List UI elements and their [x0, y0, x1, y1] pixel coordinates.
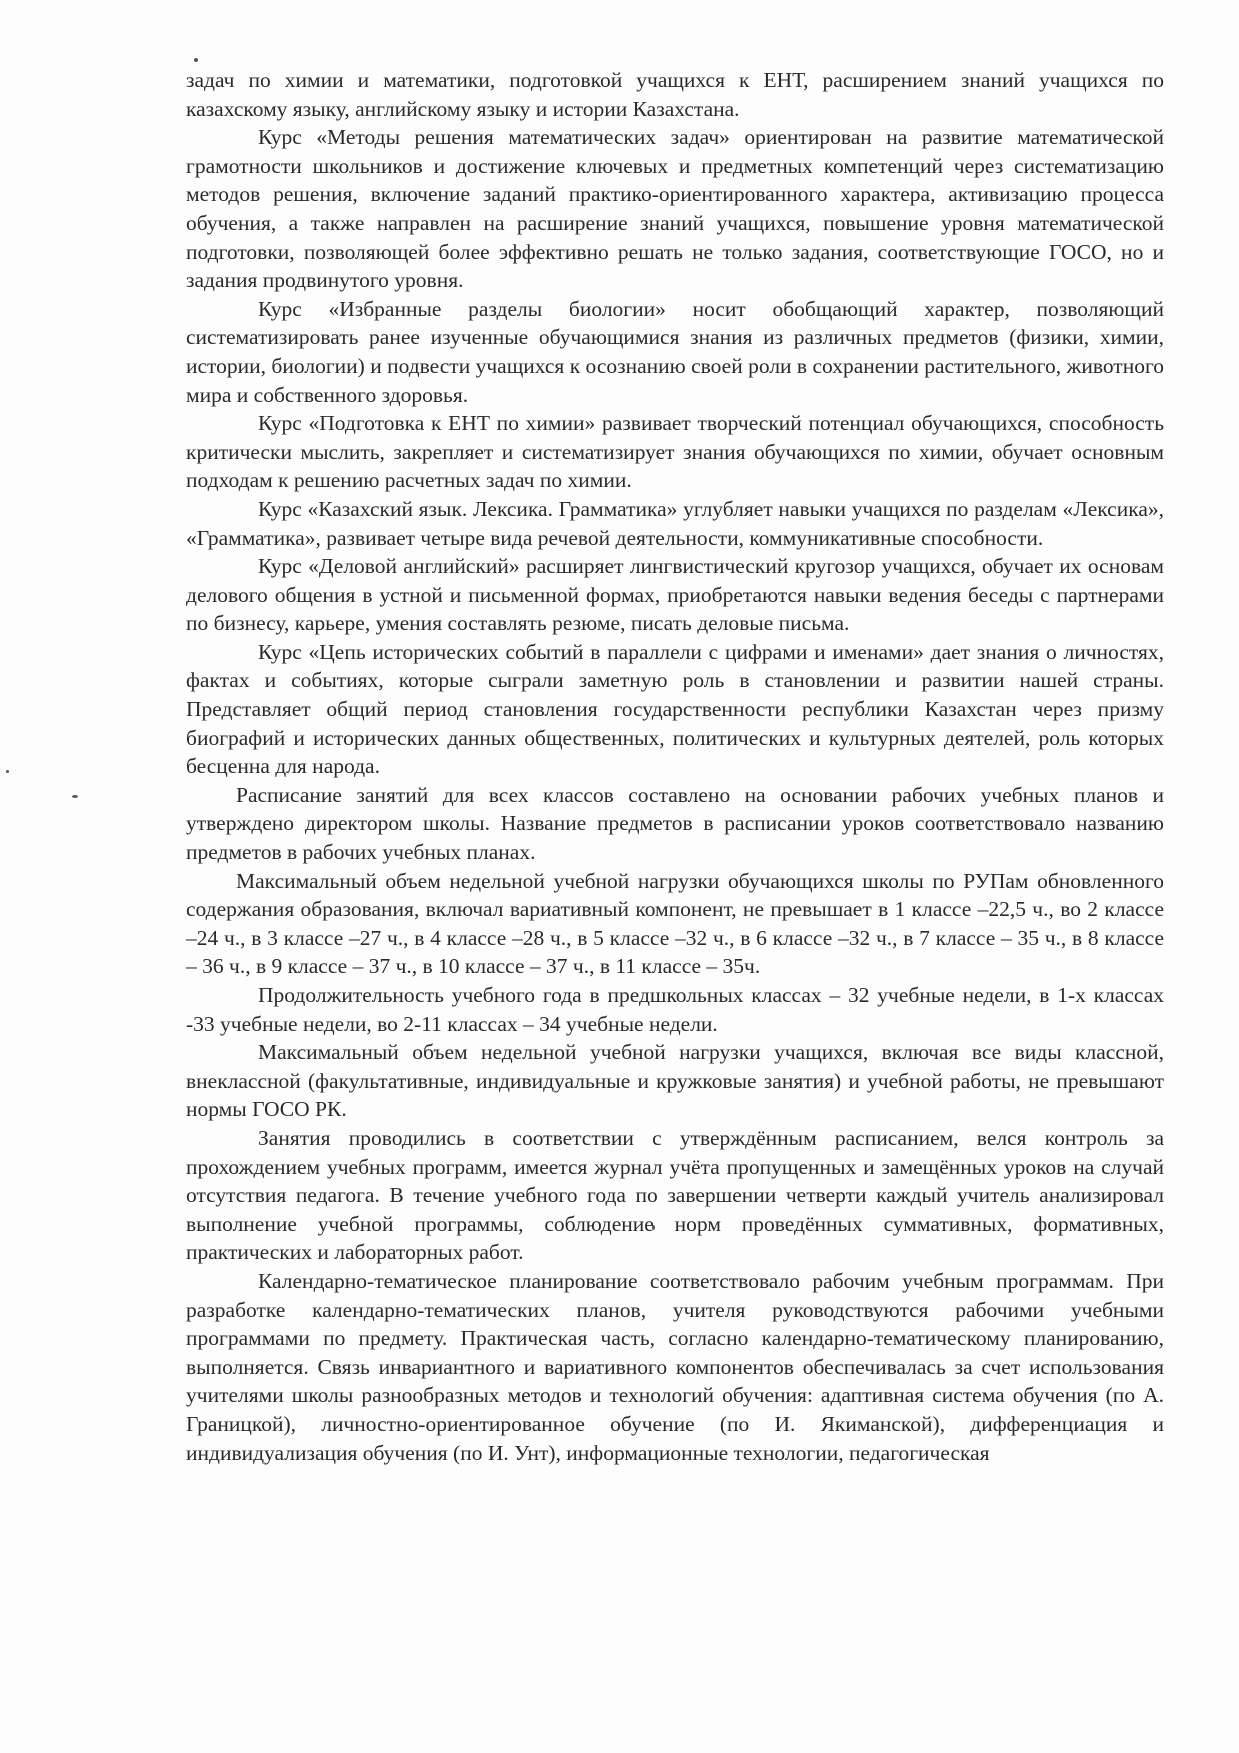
paragraph-school-year: Продолжительность учебного года в предшкольных классах – 32 учебные недели, в 1-х классах -33 учебные недели, во 2-11 классах – 34 учебные недели. — [186, 983, 1164, 1036]
paragraph-english-course: Курс «Деловой английский» расширяет лингвистический кругозор учащихся, обучает их основам делового общения в устной и письменной формах, приобретаются навыки ведения беседы с партнерами по бизнесу, карьере, умения составлять резюме, писать деловые письма. — [186, 554, 1164, 636]
paragraph-weekly-load: Максимальный объем недельной учебной нагрузки обучающихся школы по РУПам обновленного содержания образования, включал вариативный компонент, не превышает в 1 классе –22,5 ч., во 2 классе –24 ч., в 3 классе –27 ч., в 4 классе –28 ч., в 5 классе –32 ч., в 6 классе –32 ч., в 7 классе – 35 ч., в 8 классе – 36 ч., в 9 классе – 37 ч., в 10 классе – 37 ч., в 11 классе – 35ч. — [186, 868, 1164, 979]
paragraph-planning: Календарно-тематическое планирование соответствовало рабочим учебным программам. При разработке календарно-тематических планов, учителя руководствуются рабочими учебными программами по предмету. Практическая часть, согласно календарно-тематическому планированию, выполняется. Связь инвариантного и вариативного компонентов обеспечивалась за счет использования учителями школы разнообразных методов и технологий обучения: адаптивная система обучения (по А. Границкой), личностно-ориентированное обучение (по И. Якиманской), дифференциация и индивидуализация обучения (по И. Унт), информационные технологии, педагогическая — [186, 1268, 1164, 1465]
paragraph-math-course: Курс «Методы решения математических задач» ориентирован на развитие математической грамотности школьников и достижение ключевых и предметных компетенций через систематизацию методов решения, включение заданий практико-ориентированного характера, активизацию процесса обучения, а также направлен на расширение знаний учащихся, повышение уровня математической подготовки, позволяющей более эффективно решать не только задания, соответствующие ГОСО, но и задания продвинутого уровня. — [186, 125, 1164, 293]
paragraph-biology-course: Курс «Избранные разделы биологии» носит обобщающий характер, позволяющий систематизировать ранее изученные обучающимися знания из различных предметов (физики, химии, истории, биологии) и подвести учащихся к осознанию своей роли в сохранении растительного, животного мира и собственного здоровья. — [186, 296, 1164, 407]
scan-speck — [6, 770, 9, 773]
paragraph-classes-control: Занятия проводились в соответствии с утверждённым расписанием, велся контроль за прохождением учебных программ, имеется журнал учёта пропущенных и замещённых уроков на случай отсутствия педагога. В течение учебного года по завершении четверти каждый учитель анализировал выполнение учебной программы, соблюдение норм проведённых суммативных, формативных, практических и лабораторных работ. — [186, 1125, 1164, 1265]
paragraph-kazakh-course: Курс «Казахский язык. Лексика. Грамматика» углубляет навыки учащихся по разделам «Лексика», «Грамматика», развивает четыре вида речевой деятельности, коммуникативные способности. — [186, 496, 1164, 550]
paragraph-schedule: Расписание занятий для всех классов составлено на основании рабочих учебных планов и утверждено директором школы. Название предметов в расписании уроков соответствовало названию предметов в рабочих учебных планах. — [186, 782, 1164, 865]
paragraph-history-course: Курс «Цепь исторических событий в параллели с цифрами и именами» дает знания о личностях, фактах и событиях, которые сыграли заметную роль в становлении и развитии нашей страны. Представляет общий период становления государственности республики Казахстан через призму биографий и исторических данных общественных, политических и культурных деятелей, роль которых бесценна для народа. — [186, 639, 1164, 779]
document-body — [186, 66, 1164, 1467]
paragraph-chemistry-course: Курс «Подготовка к ЕНТ по химии» развивает творческий потенциал обучающихся, способность критически мыслить, закрепляет и систематизирует знания обучающихся по химии, обучает основным подходам к решению расчетных задач по химии. — [186, 411, 1164, 493]
paragraph-continuation: задач по химии и математики, подготовкой учащихся к ЕНТ, расширением знаний учащихся по казахскому языку, английскому языку и истории Казахстана. — [186, 68, 1164, 121]
scan-speck — [72, 795, 78, 798]
scan-speck — [194, 58, 198, 62]
paragraph-max-load: Максимальный объем недельной учебной нагрузки учащихся, включая все виды классной, внеклассной (факультативные, индивидуальные и кружковые занятия) и учебной работы, не превышают нормы ГОСО РК. — [186, 1040, 1164, 1122]
